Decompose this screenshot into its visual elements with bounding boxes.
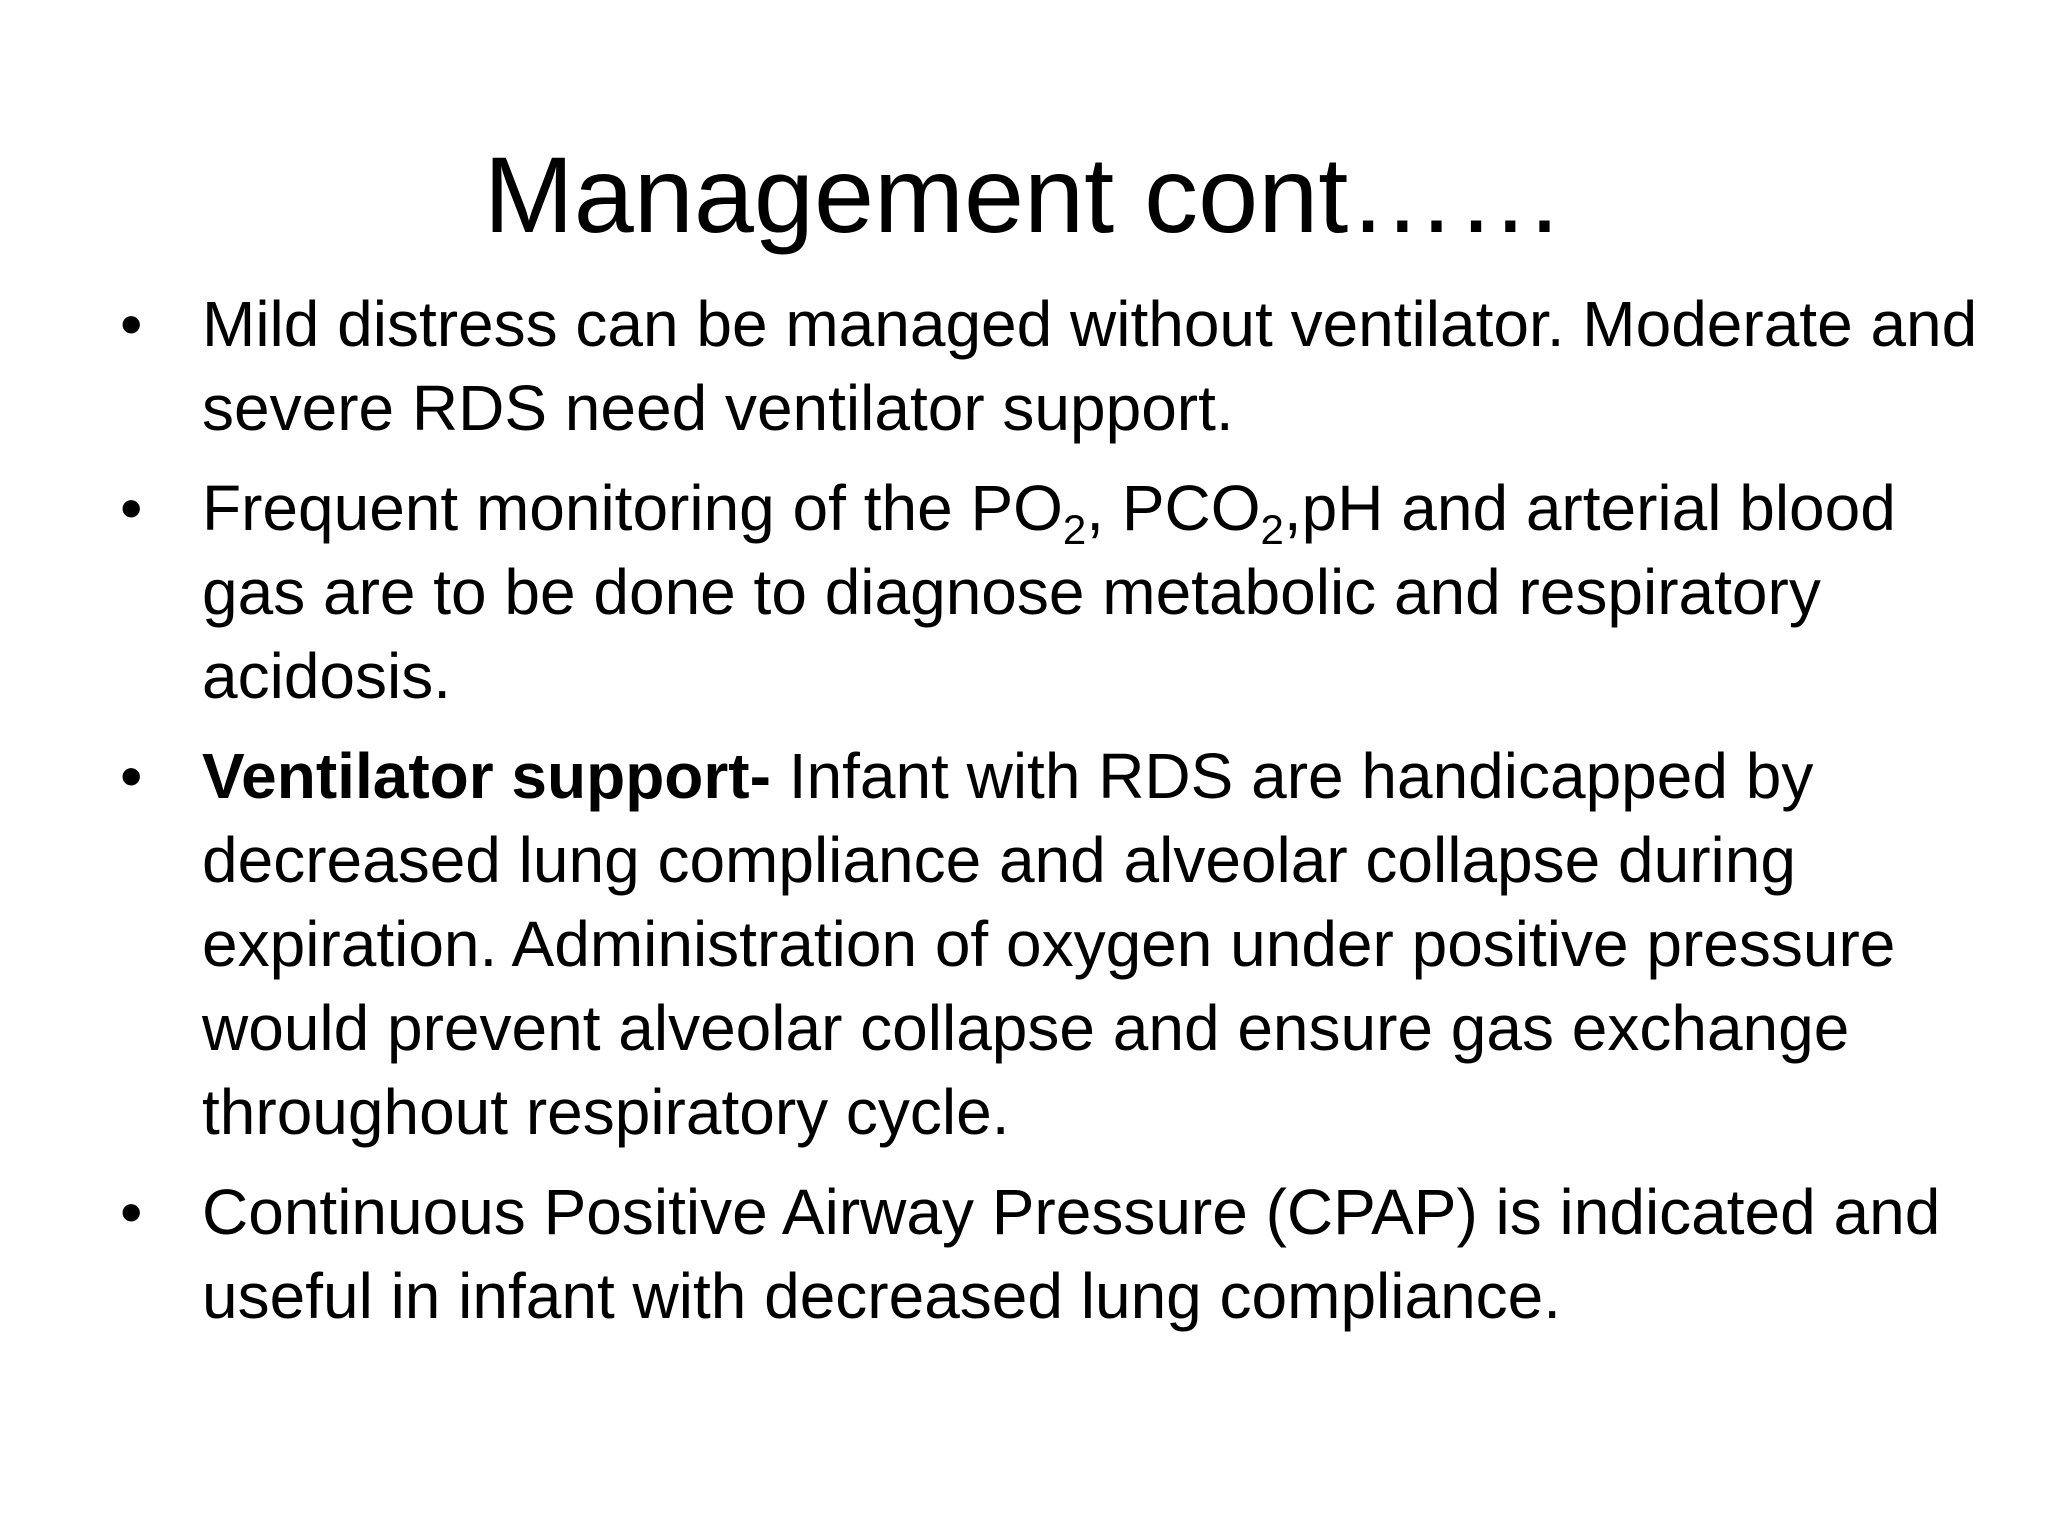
subscript: 2	[1260, 506, 1284, 553]
bullet-text	[202, 466, 1978, 718]
bullet-item-monitoring	[118, 466, 1978, 718]
slide-title: Management cont……	[483, 134, 1565, 255]
bullet-text-part: , PCO	[1086, 472, 1261, 544]
bullet-text: Continuous Positive Airway Pressure (CPAP) is indicated and useful in infant with decreased lung compliance.	[202, 1176, 1941, 1332]
bullet-marker: •	[120, 472, 143, 544]
bullet-text	[202, 734, 1978, 1154]
bullet-marker: •	[120, 1176, 143, 1248]
bullet-bold-lead: Ventilator support-	[202, 740, 771, 812]
bullet-text-part: Frequent monitoring of the PO	[202, 472, 1063, 544]
bullet-marker: •	[120, 288, 143, 360]
bullet-list	[118, 282, 1978, 1354]
bullet-text-part: Infant with RDS are handicapped by decreased lung compliance and alveolar collapse during expiration. Administration of oxygen under positive pressure would prevent alveolar collapse and ensure gas exchange throughout respiratory cycle.	[202, 740, 1896, 1148]
subscript: 2	[1062, 506, 1087, 553]
bullet-item-cpap	[118, 1170, 1978, 1338]
bullet-text-part: ,pH and arterial blood gas are to be done to diagnose metabolic and respiratory acidosis.	[202, 472, 1896, 712]
bullet-item-mild-distress	[118, 282, 1978, 450]
bullet-item-ventilator-support	[118, 734, 1978, 1154]
bullet-text: Mild distress can be managed without ventilator. Moderate and severe RDS need ventilator support.	[202, 288, 1978, 444]
bullet-marker: •	[120, 740, 143, 812]
